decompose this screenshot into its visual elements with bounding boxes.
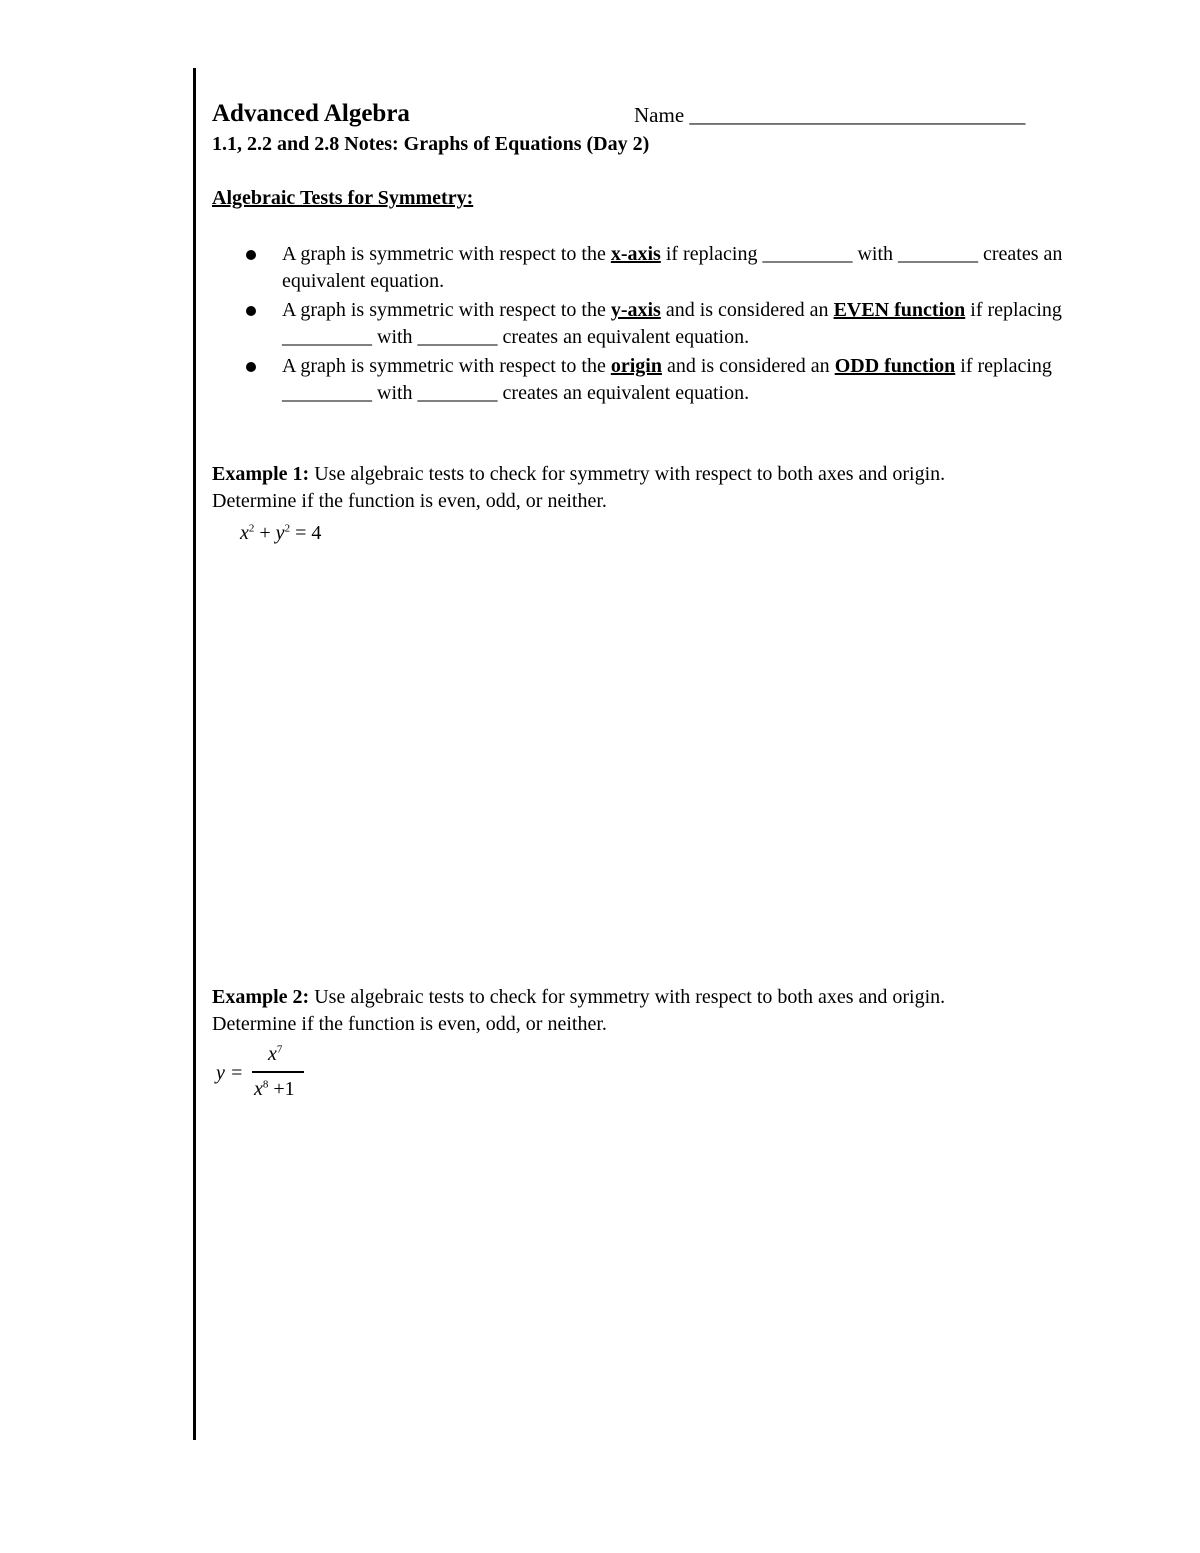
fraction-bar [252, 1071, 304, 1073]
list-item: A graph is symmetric with respect to the origin and is considered an ODD function if replacing _________ with ________ creates an equivalent equation. [212, 353, 1142, 407]
list-item: A graph is symmetric with respect to the x-axis if replacing _________ with ________ creates an equivalent equation. [212, 241, 1142, 295]
example-1-equation: $x^2 + y^2 = 4$ [240, 522, 322, 544]
term: ODD function [834, 355, 956, 377]
list-item: A graph is symmetric with respect to the y-axis and is considered an EVEN function if replacing _________ with ________ creates an equivalent equation. [212, 297, 1142, 351]
term: EVEN function [833, 299, 966, 321]
example-2-label: Example 2: [212, 986, 310, 1008]
fraction-numerator: $x^7$ [268, 1043, 283, 1065]
bullet-icon [246, 306, 256, 316]
example-1-prompt: Example 1: Use algebraic tests to check for symmetry with respect to both axes and origin. Determine if the function is even, odd, or neither. [212, 463, 946, 512]
example-2-equation: y = $x^7$ $x^8 +1$ [216, 1043, 316, 1103]
bullet-icon [246, 250, 256, 260]
symmetry-tests-list [212, 241, 1142, 409]
name-field: Name ________________________________ [634, 103, 1026, 127]
fraction-denominator: $x^8 +1$ [254, 1078, 295, 1100]
bullet-icon [246, 362, 256, 372]
document-subtitle: 1.1, 2.2 and 2.8 Notes: Graphs of Equations (Day 2) [212, 133, 650, 155]
term: x-axis [610, 243, 661, 265]
left-margin-rule [193, 68, 196, 1440]
example-1-label: Example 1: [212, 463, 310, 485]
term: origin [610, 355, 662, 377]
document-title: Advanced Algebra [212, 100, 410, 127]
example-2-prompt: Example 2: Use algebraic tests to check for symmetry with respect to both axes and origin. Determine if the function is even, odd, or neither. [212, 986, 946, 1035]
section-heading: Algebraic Tests for Symmetry: [212, 187, 474, 209]
term: y-axis [610, 299, 661, 321]
